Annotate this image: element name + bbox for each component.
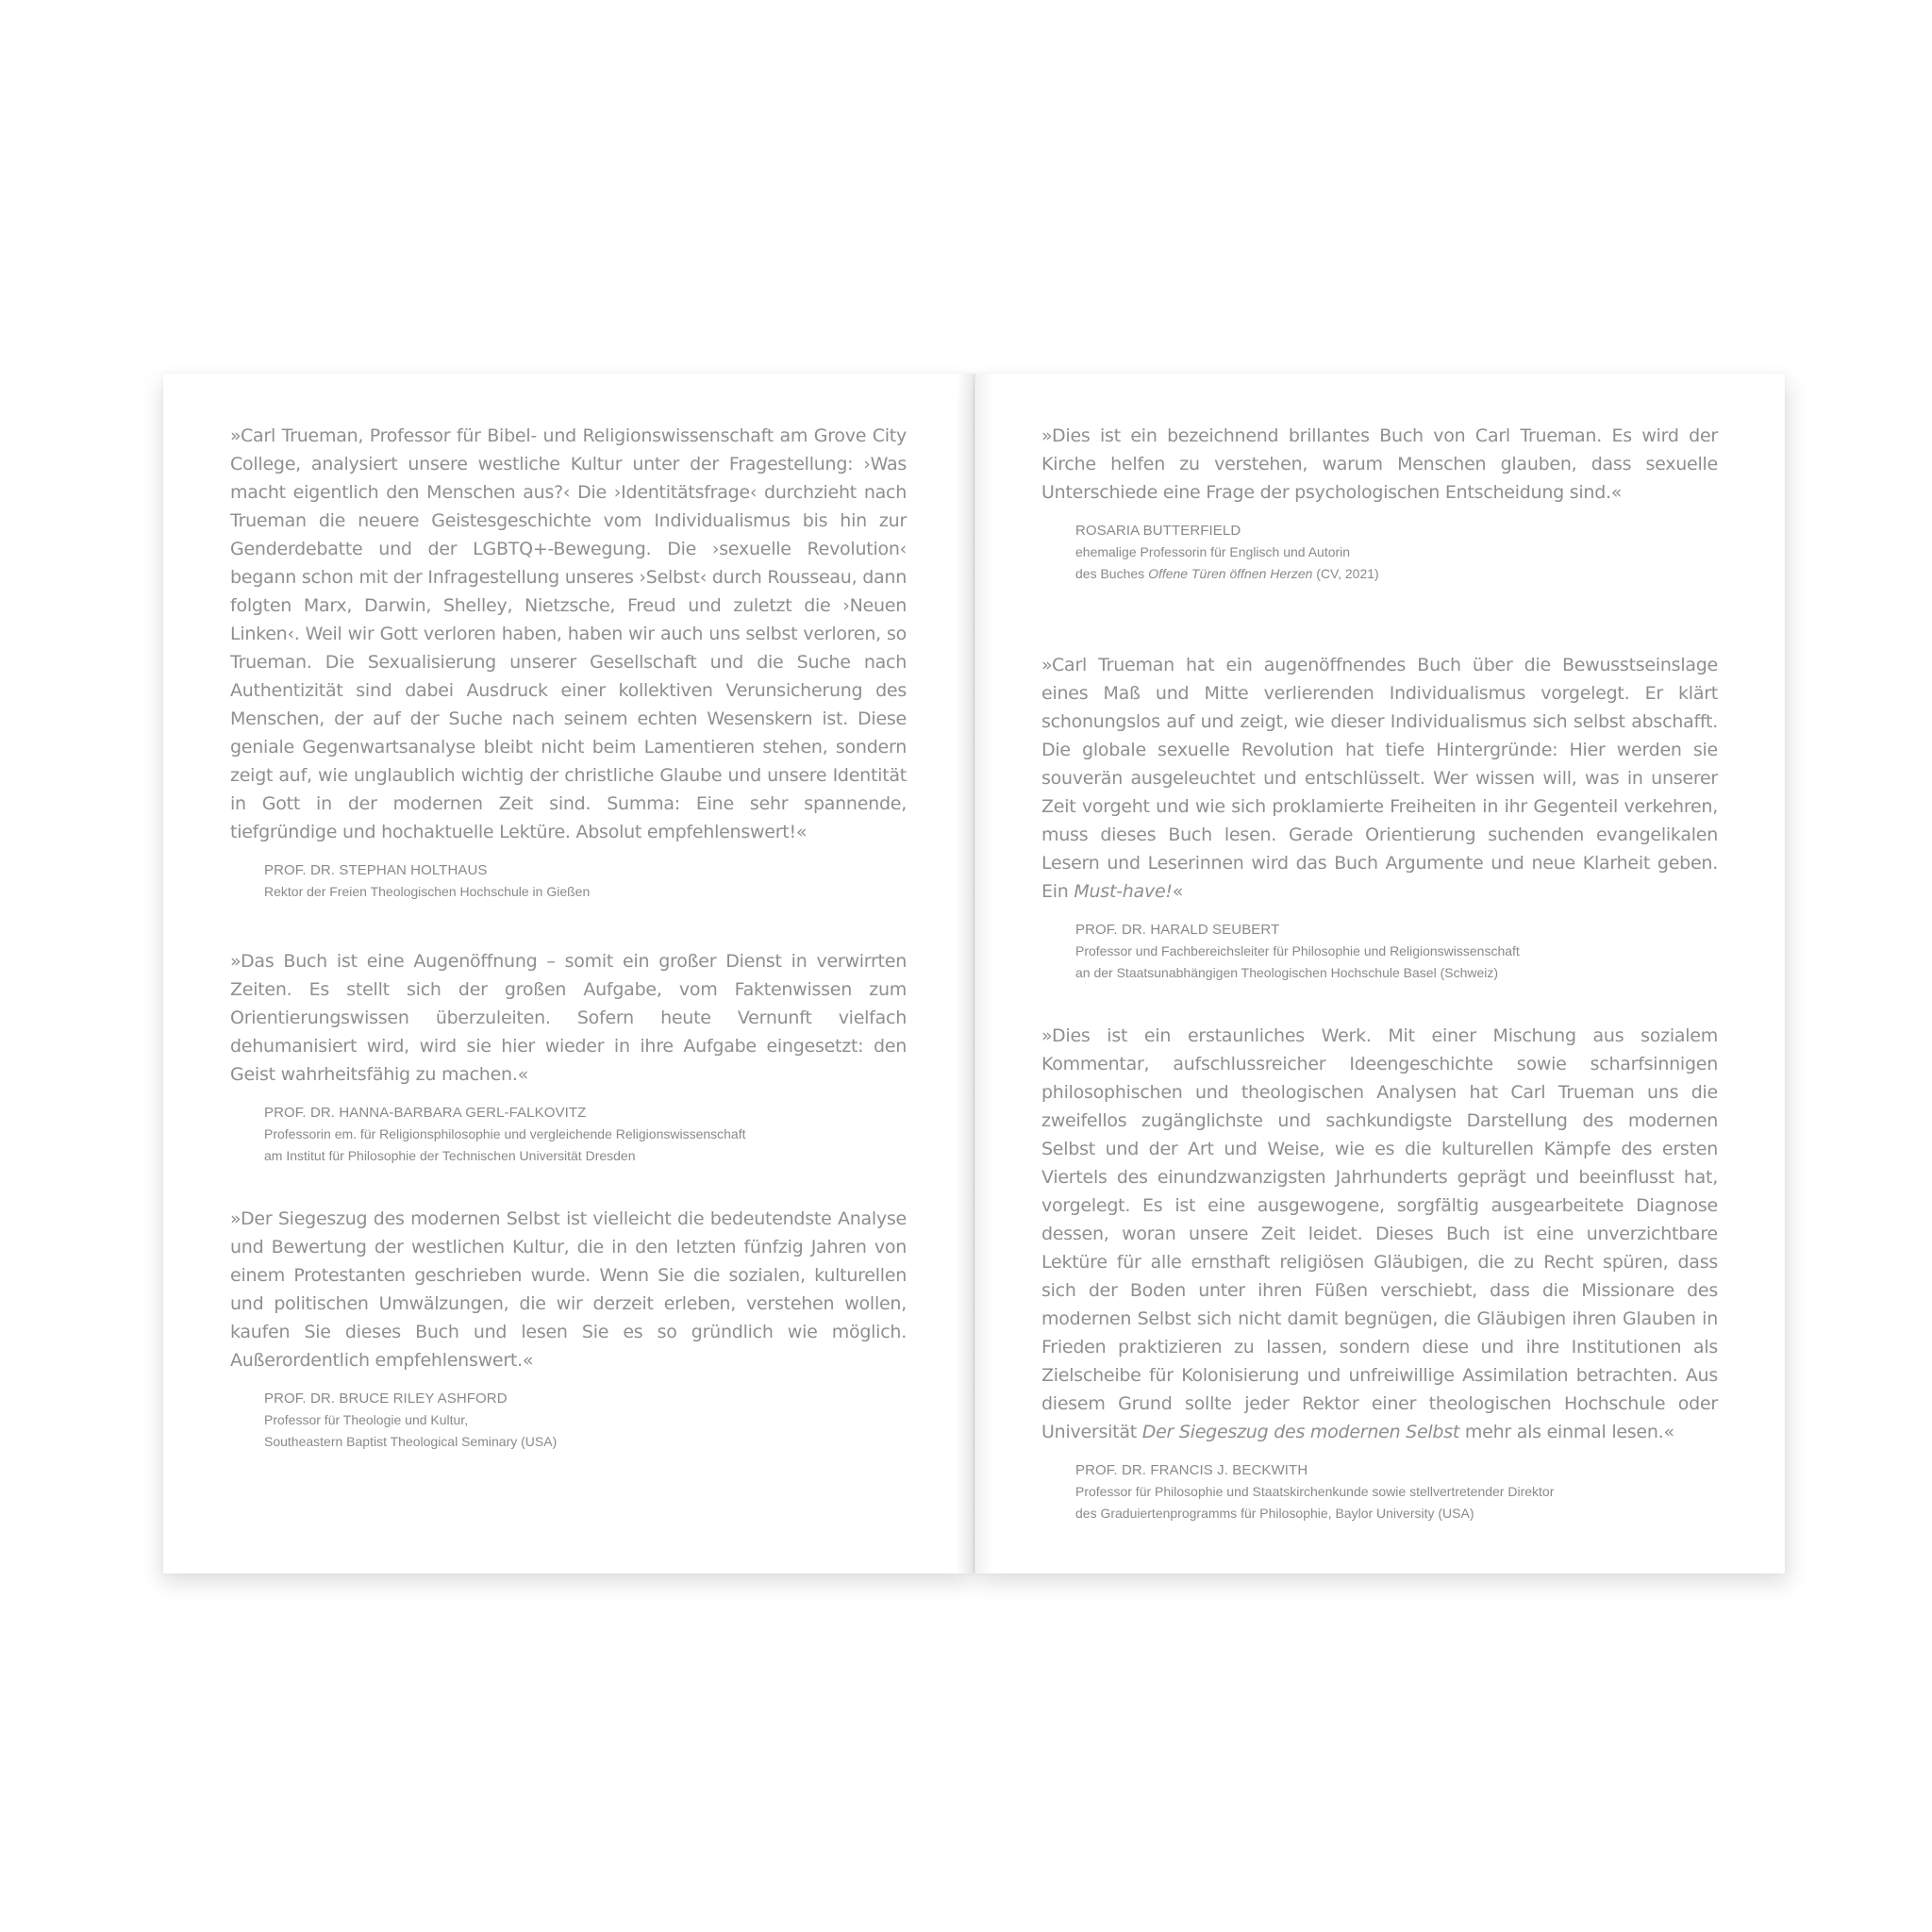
right-page — [974, 374, 1785, 1574]
testimonial-author-affiliation: Southeastern Baptist Theological Seminary (USA) — [264, 1434, 558, 1449]
testimonial-author: PROF. DR. HANNA-BARBARA GERL-FALKOVITZ — [264, 1105, 587, 1121]
testimonial-author: PROF. DR. BRUCE RILEY ASHFORD — [264, 1391, 508, 1407]
testimonial-author-role: Professor für Theologie und Kultur, — [264, 1412, 469, 1427]
testimonial-attribution — [264, 1388, 907, 1453]
testimonial-quote: »Dies ist ein bezeichnend brillantes Buch von Carl Trueman. Es wird der Kirche helfen zu verstehen, warum Menschen glauben, dass sexuelle Unterschiede eine Frage der psychologischen Entscheidung sind.« — [1041, 425, 1718, 503]
testimonial-author-role: Professor und Fachbereichsleiter für Philosophie und Religionswissenschaft — [1075, 943, 1520, 958]
testimonial-quote: »Carl Trueman, Professor für Bibel- und Religionswissenschaft am Grove City College, analysiert unsere westliche Kultur unter der Fragestellung: ›Was macht eigentlich den Menschen aus?‹ Die ›Identitätsfrage‹ durchzieht nach Trueman die neuere Geistesgeschichte vom Individualismus bis hin zur Genderdebatte und der LGBTQ+-Bewegung. Die ›sexuelle Revolution‹ begann schon mit der Infragestellung unseres ›Selbst‹ durch Rousseau, dann folgten Marx, Darwin, Shelley, Nietzsche, Freud und zuletzt die ›Neuen Linken‹. Weil wir Gott verloren haben, haben wir auch uns selbst verloren, so Trueman. Die Sexualisierung unserer Gesellschaft und die Suche nach Authentizität sind dabei Ausdruck einer kollektiven Verunsicherung des Menschen, der auf der Suche nach seinem echten Wesenskern ist. Diese geniale Gegenwartsanalyse bleibt nicht beim Lamentieren stehen, sondern zeigt auf, wie unglaublich wichtig der christliche Glaube und unsere Identität in Gott in der modernen Zeit sind. Summa: Eine sehr spannende, tiefgründige und hochaktuelle Lektüre. Absolut empfehlenswert!« — [230, 425, 907, 842]
quote-text: »Dies ist ein erstaunliches Werk. Mit einer Mischung aus sozialem Kommentar, aufschlussreicher Ideengeschichte sowie scharfsinnigen philosophischen und theologischen Analysen hat Carl Trueman uns die zweifellos zugänglichste und sachkundigste Darstellung des modernen Selbst und der Art und Weise, wie es die kulturellen Kämpfe des ersten Viertels des einundzwanzigsten Jahrhunderts geprägt und beeinflusst hat, vorgelegt. Es ist eine ausgewogene, sorgfältig ausgearbeitete Diagnose dessen, woran unsere Zeit leidet. Dieses Buch ist eine unverzichtbare Lektüre für alle ernsthaft religiösen Gläubigen, die zu Recht spüren, dass sich der Boden unter ihren Füßen verschiebt, dass die Missionare des modernen Selbst sich nicht damit begnügen, die Gläubigen ihren Glauben in Frieden praktizieren zu lassen, sondern diese und ihre Institutionen als Zielscheibe für Kolonisierung und unfreiwillige Assimilation betrachten. Aus diesem Grund sollte jeder Rektor einer theologischen Hochschule oder Universität — [1041, 1025, 1718, 1442]
quote-close: mehr als einmal lesen.« — [1459, 1422, 1674, 1442]
testimonial-author-affiliation: an der Staatsunabhängigen Theologischen Hochschule Basel (Schweiz) — [1075, 965, 1499, 980]
testimonial-author-role: Rektor der Freien Theologischen Hochschule in Gießen — [264, 884, 591, 899]
left-page — [163, 374, 974, 1574]
testimonial-quote — [1041, 1022, 1718, 1446]
testimonial-attribution — [1075, 1459, 1718, 1524]
testimonial-author-affiliation: des Graduiertenprogramms für Philosophie, Baylor University (USA) — [1075, 1506, 1474, 1521]
testimonial-ashford — [230, 1205, 907, 1453]
testimonial-attribution — [264, 1102, 907, 1167]
testimonial-author-role: Professorin em. für Religionsphilosophie und vergleichende Religionswissenschaft — [264, 1126, 746, 1141]
testimonial-gerl-falkovitz — [230, 947, 907, 1167]
testimonial-quote — [1041, 651, 1718, 906]
testimonial-attribution — [264, 859, 907, 903]
testimonial-attribution — [1075, 520, 1718, 585]
testimonial-holthaus — [230, 422, 907, 903]
book-reference-prefix: des Buches — [1075, 566, 1149, 581]
book-reference-suffix: (CV, 2021) — [1312, 566, 1379, 581]
testimonial-author-affiliation: am Institut für Philosophie der Technischen Universität Dresden — [264, 1148, 636, 1163]
testimonial-quote: »Das Buch ist eine Augenöffnung – somit ein großer Dienst in verwirrten Zeiten. Es stellt sich der großen Aufgabe, vom Faktenwissen zum Orientierungswissen überzuleiten. Sofern heute Vernunft vielfach dehumanisiert wird, wird sie hier wieder in ihre Aufgabe eingesetzt: den Geist wahrheitsfähig zu machen.« — [230, 951, 907, 1085]
testimonial-attribution — [1075, 919, 1718, 984]
testimonial-author: PROF. DR. FRANCIS J. BECKWITH — [1075, 1462, 1308, 1478]
testimonial-author-role: ehemalige Professorin für Englisch und Autorin — [1075, 544, 1351, 559]
testimonial-author: ROSARIA BUTTERFIELD — [1075, 523, 1241, 539]
testimonial-quote: »Der Siegeszug des modernen Selbst ist vielleicht die bedeutendste Analyse und Bewertung der westlichen Kultur, die in den letzten fünfzig Jahren von einem Protestanten geschrieben wurde. Wenn Sie die sozialen, kulturellen und politischen Umwälzungen, die wir derzeit erleben, verstehen wollen, kaufen Sie dieses Buch und lesen Sie es so gründlich wie möglich. Außerordentlich empfehlenswert.« — [230, 1208, 907, 1371]
testimonial-author: PROF. DR. HARALD SEUBERT — [1075, 922, 1280, 938]
quote-emphasis: Der Siegeszug des modernen Selbst — [1141, 1422, 1460, 1442]
quote-text: »Carl Trueman hat ein augenöffnendes Buch über die Bewusstseinslage eines Maß und Mitte verlierenden Individualismus vorgelegt. Er klärt schonungslos auf und zeigt, wie dieser Individualismus sich selbst abschafft. Die globale sexuelle Revolution hat tiefe Hintergründe: Hier werden sie souverän ausgeleuchtet und entschlüsselt. Wer wissen will, was in unserer Zeit vorgeht und wie sich proklamierte Freiheiten in ihr Gegenteil verkehren, muss dieses Buch lesen. Gerade Orientierung suchenden evangelikalen Lesern und Leserinnen wird das Buch Argumente und neue Klarheit geben. Ein — [1041, 655, 1718, 902]
testimonial-beckwith — [1041, 1022, 1718, 1524]
quote-emphasis: Must-have! — [1074, 881, 1173, 902]
testimonial-author: PROF. DR. STEPHAN HOLTHAUS — [264, 862, 488, 878]
book-title: Offene Türen öffnen Herzen — [1148, 566, 1313, 581]
testimonial-seubert — [1041, 651, 1718, 984]
testimonial-author-affiliation — [1075, 563, 1718, 585]
testimonial-author-role: Professor für Philosophie und Staatskirchenkunde sowie stellvertretender Direktor — [1075, 1484, 1555, 1499]
book-spread — [163, 374, 1785, 1574]
testimonial-butterfield — [1041, 422, 1718, 585]
quote-close: « — [1172, 881, 1184, 902]
